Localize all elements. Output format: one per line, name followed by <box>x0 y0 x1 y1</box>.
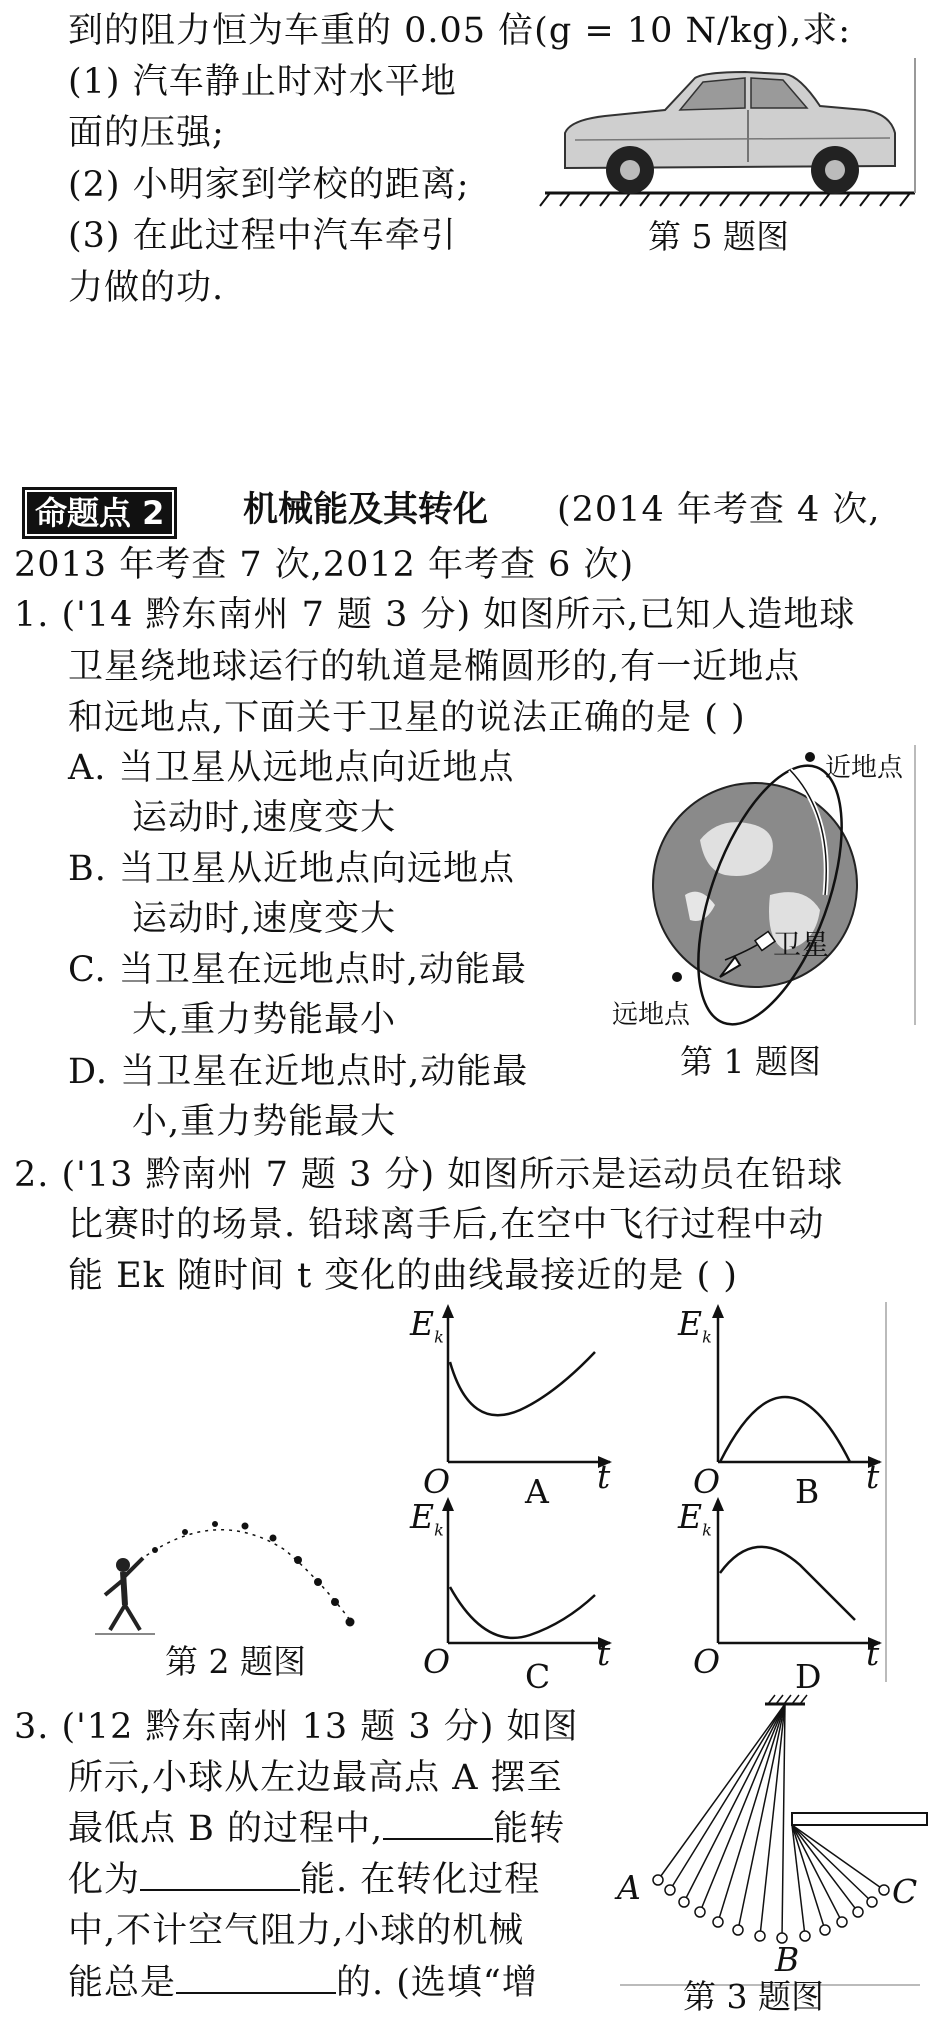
q3-figure-caption: 第 3 题图 <box>683 1977 824 2016</box>
q2-figure-caption: 第 2 题图 <box>165 1642 306 1681</box>
graph-a-ylabel: $E_k$ <box>410 1304 444 1347</box>
graph-d-ylabel: $E_k$ <box>678 1497 712 1540</box>
q1-label-far: 远地点 <box>612 1000 691 1030</box>
answer-blank-1[interactable] <box>383 1808 493 1840</box>
q5-sub3a: (3) 在此过程中汽车牵引 <box>68 216 457 256</box>
q3-label-b: B <box>775 1940 800 1979</box>
section-meta-line2: 2013 年考查 7 次,2012 年考查 6 次) <box>14 545 635 585</box>
q1-label-near: 近地点 <box>825 753 904 783</box>
q5-sub1b: 面的压强; <box>68 113 225 153</box>
answer-blank-2[interactable] <box>140 1859 300 1891</box>
q5-line0: 到的阻力恒为车重的 0.05 倍(g = 10 N/kg),求: <box>68 11 852 51</box>
q3-line6: 能总是 的. (选填“增 <box>68 1963 538 2003</box>
q2-line2: 比赛时的场景. 铅球离手后,在空中飞行过程中动 <box>68 1205 825 1245</box>
section-tag: 命题点 2 <box>22 487 177 539</box>
graph-a-label: A <box>525 1472 549 1511</box>
section-meta-line1: (2014 年考查 4 次, <box>557 490 881 530</box>
q5-sub2: (2) 小明家到学校的距离; <box>68 165 470 205</box>
graph-d-xlabel: t <box>866 1634 880 1673</box>
graph-b-origin: O <box>693 1462 721 1501</box>
q3-line2: 所示,小球从左边最高点 A 摆至 <box>68 1758 563 1798</box>
answer-blank-3[interactable] <box>176 1962 336 1994</box>
q1-option-b: B. 当卫星从近地点向远地点 <box>68 849 515 889</box>
q1-option-c: C. 当卫星在远地点时,动能最 <box>68 950 527 990</box>
graph-c-label: C <box>525 1657 551 1696</box>
q3-line4: 化为 能. 在转化过程 <box>68 1860 541 1900</box>
q5-sub1a: (1) 汽车静止时对水平地 <box>68 62 457 102</box>
q2-line3: 能 Ek 随时间 t 变化的曲线最接近的是 ( ) <box>68 1256 738 1296</box>
q1-line2: 卫星绕地球运行的轨道是椭圆形的,有一近地点 <box>68 647 801 687</box>
graph-c-ylabel: $E_k$ <box>410 1497 444 1540</box>
q3-line3: 最低点 B 的过程中, 能转 <box>68 1809 566 1849</box>
car-figure <box>545 58 920 208</box>
q1-option-d: D. 当卫星在近地点时,动能最 <box>68 1052 529 1092</box>
q1-option-c-cont: 大,重力势能最小 <box>132 1000 397 1040</box>
q1-option-d-cont: 小,重力势能最大 <box>132 1102 397 1142</box>
graph-a-origin: O <box>423 1462 451 1501</box>
shot-put-figure <box>95 1510 365 1640</box>
graph-b-label: B <box>795 1472 820 1511</box>
q5-sub3b: 力做的功. <box>68 268 225 308</box>
graph-a-xlabel: t <box>597 1457 611 1496</box>
q3-label-a: A <box>617 1868 641 1907</box>
graph-d-label: D <box>795 1657 822 1696</box>
graph-b-xlabel: t <box>866 1457 880 1496</box>
q3-line1: 3. ('12 黔东南州 13 题 3 分) 如图 <box>14 1707 579 1747</box>
q2-line1: 2. ('13 黔南州 7 题 3 分) 如图所示是运动员在铅球 <box>14 1155 844 1195</box>
graph-c-xlabel: t <box>597 1634 611 1673</box>
section-title: 机械能及其转化 <box>243 490 489 530</box>
q1-option-a-cont: 运动时,速度变大 <box>132 798 397 838</box>
q1-label-sat: 卫星 <box>773 928 830 961</box>
q1-option-b-cont: 运动时,速度变大 <box>132 899 397 939</box>
q1-figure-caption: 第 1 题图 <box>680 1042 821 1081</box>
q1-line1: 1. ('14 黔东南州 7 题 3 分) 如图所示,已知人造地球 <box>14 595 856 635</box>
graph-b-ylabel: $E_k$ <box>678 1304 712 1347</box>
q1-option-a: A. 当卫星从远地点向近地点 <box>68 748 515 788</box>
q1-line3: 和远地点,下面关于卫星的说法正确的是 ( ) <box>68 698 746 738</box>
q3-label-c: C <box>892 1872 918 1911</box>
q3-line5: 中,不计空气阻力,小球的机械 <box>68 1911 525 1951</box>
graph-c-origin: O <box>423 1642 451 1681</box>
q5-figure-caption: 第 5 题图 <box>648 217 789 256</box>
graph-d-origin: O <box>693 1642 721 1681</box>
